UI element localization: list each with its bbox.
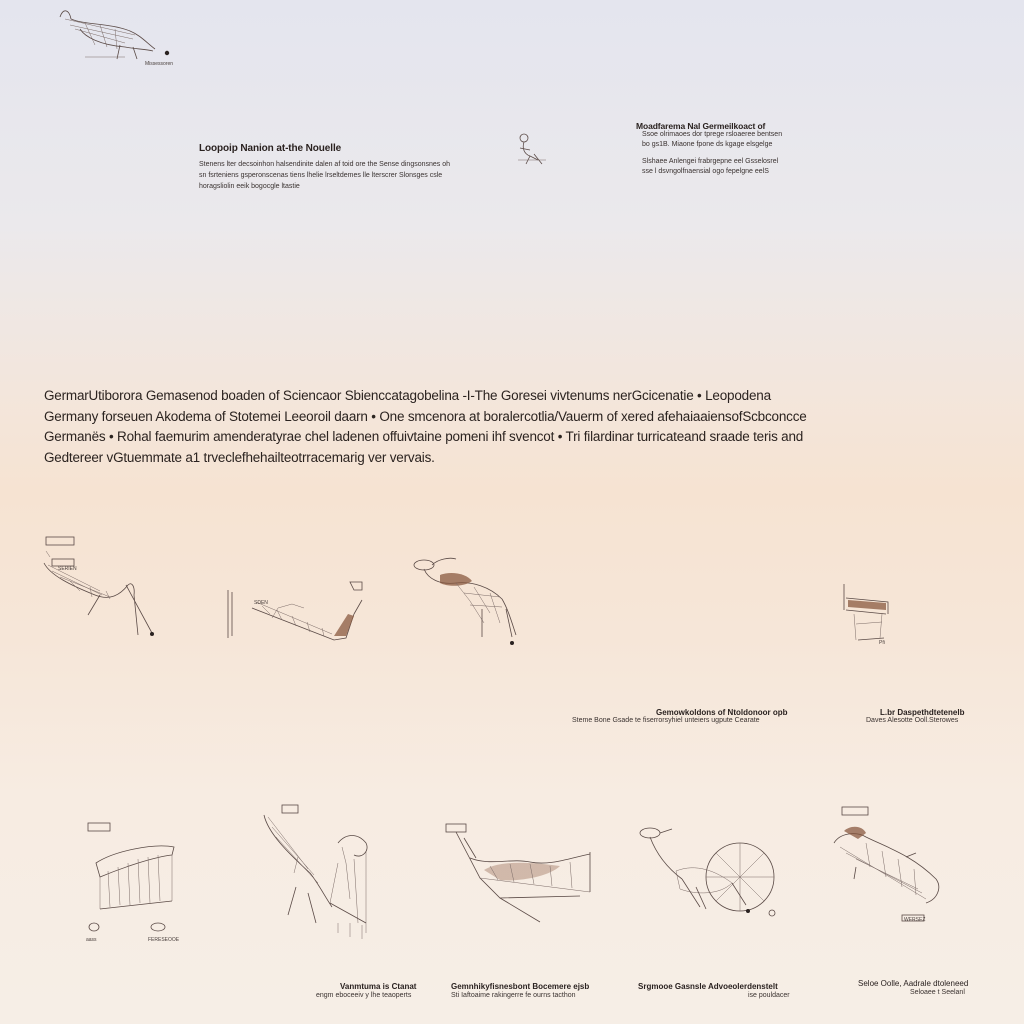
top-left-illustration-caption: Missessoren bbox=[145, 61, 174, 67]
mid-tag-far: Pfi bbox=[879, 640, 885, 646]
bottom-caption-4-title: Seloe Oolle, Aadrale dtoleneed bbox=[858, 979, 969, 988]
section-right-title: Moadfarema Nal Germeilkoact of bbox=[636, 121, 766, 131]
section-left-line: sn fsrteniens gsperonscenas tiens lhelie lrseltdemes lle lterscrer Slonsges csle bbox=[199, 172, 443, 179]
top-left-creature-illustration bbox=[55, 5, 195, 75]
perched-bird-sphere-wireframe-illustration bbox=[636, 823, 786, 933]
middle-caption-2-title: L.br Daspethdtetenelb bbox=[880, 708, 965, 717]
mid-tag-2: SDEN bbox=[254, 600, 268, 606]
grazing-animal-wireframe-illustration bbox=[410, 553, 540, 648]
middle-caption-1-sub: Steme Bone Gsade te fiserrorsyhiel unteiers ugpute Cearate bbox=[572, 717, 760, 724]
crouching-creature-wireframe-illustration bbox=[826, 803, 966, 923]
section-right-line: sse l dsvngolfnaensial ogo fepelgne eelS bbox=[642, 168, 769, 175]
section-right-line: Slshaee Anlengei frabrgepne eel Gsselosrel bbox=[642, 158, 779, 165]
reclining-wireframe-figure-illustration bbox=[40, 535, 170, 645]
bottom-caption-3-sub: ise pouldacer bbox=[748, 992, 790, 999]
section-right-line: bo gs1B. Miaone fpone ds kgage elsgelge bbox=[642, 141, 773, 148]
section-right-line: Ssoe olrimaoes dor tprege rsloaeree bentsen bbox=[642, 131, 783, 138]
bottom-caption-2-title: Gemnhikyfisnesbont Bocemere ejsb bbox=[451, 982, 590, 991]
section-right-body bbox=[642, 130, 782, 177]
main-paragraph-line: GermarUtiborora Gemasenod boaden of Sciencaor Sbienccatagobelina -I-The Goresei vivtenums nerGcicenatie • Leopodena bbox=[44, 388, 771, 403]
section-left-line: Stenens lter decsoinhon halsendinite dalen af toid ore the Sense dingsonsnes oh bbox=[199, 161, 451, 168]
reclining-lounger-wireframe-illustration bbox=[440, 818, 600, 928]
small-chair-wireframe-illustration bbox=[836, 580, 896, 650]
standing-bird-wireframe-illustration bbox=[258, 803, 378, 943]
lounge-seat-wireframe-illustration bbox=[84, 815, 184, 945]
main-paragraph-line: Gedtereer vGtuemmate a1 trveclefhehailteotrracemarig ver vervais. bbox=[44, 449, 435, 465]
middle-caption-2-sub: Daves Alesotte Ooll.Sterowes bbox=[866, 717, 959, 724]
section-left-title: Loopoip Nanion at-the Nouelle bbox=[199, 143, 342, 154]
bench-wireframe-illustration bbox=[222, 578, 372, 648]
main-paragraph-line: Germanës • Rohal faemurim amenderatyrae chel ladenen offuivtaine pomeni ihf svencot • Tri filardinar turricateand sraade teris and bbox=[44, 429, 804, 444]
bottom-caption-1-title: Vanmtuma is Ctanat bbox=[340, 982, 417, 991]
middle-caption-1-title: Gemowkoldons of Ntoldonoor opb bbox=[656, 708, 788, 717]
bottom-tag-1-left: aass bbox=[86, 937, 97, 943]
bottom-tag-1-right: FERESEOOE bbox=[148, 937, 180, 943]
bottom-caption-4-sub: Seloaee t Seelanl bbox=[910, 989, 965, 996]
bottom-tag-5: WERSEZ bbox=[904, 917, 926, 923]
main-paragraph bbox=[44, 386, 807, 468]
main-paragraph-line: Germany forseuen Akodema of Stotemei Leeoroil daarn • One smcenora at boralercotlia/Vauerm of xered afehaiaaiensofScbconcce bbox=[44, 408, 807, 424]
kneeling-figure-illustration bbox=[512, 130, 552, 170]
section-left-line: horagsliolin eeik bogocgle ltastie bbox=[199, 183, 300, 190]
bottom-caption-2-sub: Sti Iaftoaime rakingerre fe ourns tacthon bbox=[451, 992, 576, 999]
bottom-caption-3-title: Srgmooe Gasnsle Advoeolerdenstelt bbox=[638, 982, 778, 991]
bottom-caption-1-sub: engm eboceeiv y lhe teaoperts bbox=[316, 992, 412, 999]
section-left-body bbox=[199, 159, 450, 192]
mid-tag-1: SERIEN bbox=[58, 566, 77, 572]
